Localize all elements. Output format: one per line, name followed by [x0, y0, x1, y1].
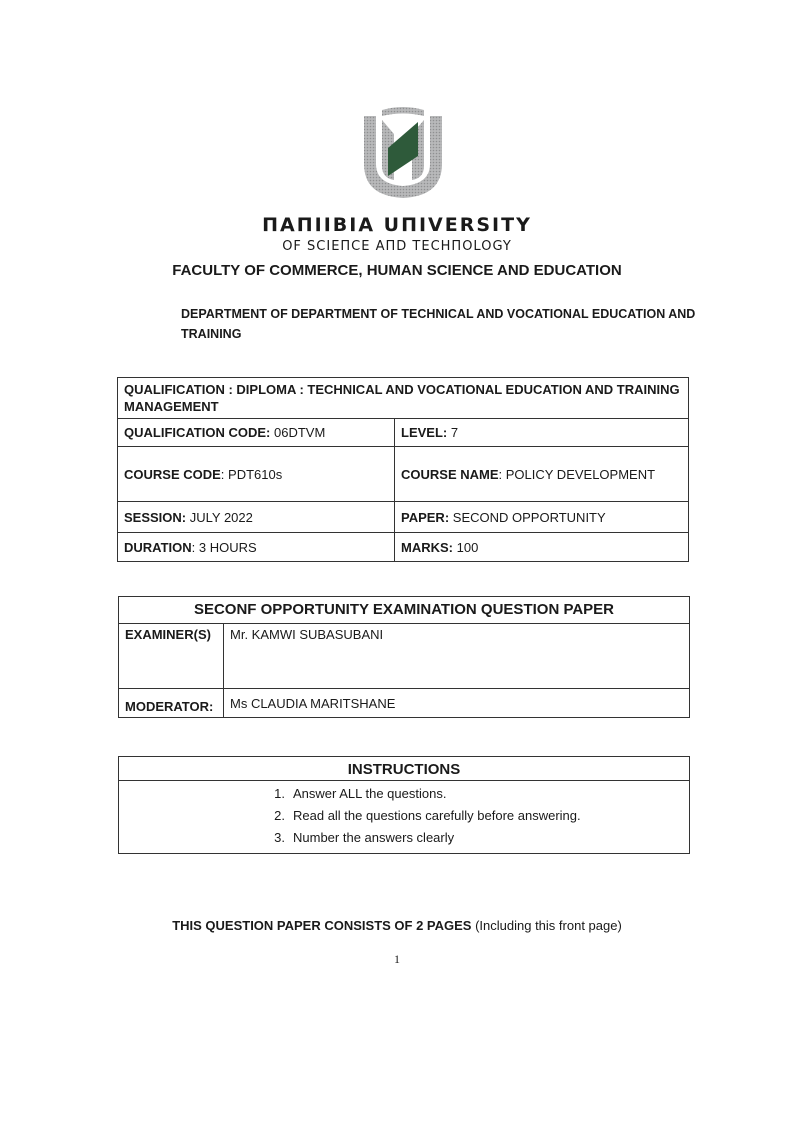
- instructions-title: INSTRUCTIONS: [119, 757, 690, 781]
- page-count-bold: THIS QUESTION PAPER CONSISTS OF 2 PAGES: [172, 918, 472, 933]
- duration-value: : 3 HOURS: [191, 539, 257, 555]
- university-name: ΠΑΠΙΙΒΙΑ UΠΙVERSITY: [262, 214, 532, 236]
- session-label: SESSION:: [124, 509, 187, 525]
- exam-paper-title: SECONF OPPORTUNITY EXAMINATION QUESTION PAPER: [119, 597, 690, 624]
- course-code-value: : PDT610s: [220, 466, 283, 482]
- level-label: LEVEL:: [401, 425, 448, 440]
- examiner-label: EXAMINER(S): [119, 624, 224, 689]
- instruction-text: Read all the questions carefully before answering.: [293, 808, 581, 823]
- instructions-list: [119, 781, 690, 854]
- qualification-cell: QUALIFICATION : DIPLOMA : TECHNICAL AND VOCATIONAL EDUCATION AND TRAINING MANAGEMENT: [118, 378, 689, 419]
- examiner-value: Mr. KAMWI SUBASUBANI: [224, 624, 690, 689]
- marks-cell: [395, 533, 689, 562]
- qualification-code-cell: [118, 419, 395, 447]
- page-count-normal: (Including this front page): [471, 918, 622, 933]
- university-logo: [360, 104, 446, 200]
- faculty-title: FACULTY OF COMMERCE, HUMAN SCIENCE AND EDUCATION: [172, 262, 622, 279]
- course-name-value: : POLICY DEVELOPMENT: [498, 466, 656, 482]
- instructions-table: [118, 756, 690, 854]
- paper-cell: [395, 502, 689, 533]
- instruction-number: 2.: [274, 808, 285, 823]
- moderator-label: MODERATOR:: [119, 689, 224, 718]
- duration-cell: [118, 533, 395, 562]
- marks-value: 100: [456, 539, 479, 555]
- course-code-label: COURSE CODE: [124, 466, 221, 482]
- instruction-text: Answer ALL the questions.: [293, 786, 447, 801]
- page-number: 1: [394, 952, 400, 966]
- instruction-number: 1.: [274, 786, 285, 801]
- moderator-value: Ms CLAUDIA MARITSHANE: [224, 689, 690, 718]
- qualification-code-value: 06DTVM: [273, 425, 326, 440]
- paper-value: SECOND OPPORTUNITY: [452, 509, 606, 525]
- examiner-table: [118, 596, 690, 718]
- course-info-table: [117, 377, 689, 562]
- duration-label: DURATION: [124, 539, 192, 555]
- session-cell: [118, 502, 395, 533]
- level-cell: [395, 419, 689, 447]
- department-title: DEPARTMENT OF DEPARTMENT OF TECHNICAL AND VOCATIONAL EDUCATION AND TRAINING: [181, 307, 696, 341]
- course-code-cell: [118, 447, 395, 502]
- page-count-note: [0, 918, 794, 933]
- instruction-number: 3.: [274, 830, 285, 845]
- level-value: 7: [450, 425, 459, 440]
- instruction-item: [119, 827, 683, 849]
- marks-label: MARKS:: [401, 539, 453, 555]
- instruction-item: [119, 805, 683, 827]
- session-value: JULY 2022: [189, 509, 253, 525]
- instruction-item: [119, 783, 683, 805]
- course-name-label: COURSE NAME: [401, 466, 499, 482]
- qualification-code-label: QUALIFICATION CODE:: [124, 425, 271, 440]
- course-name-cell: [395, 447, 689, 502]
- instruction-text: Number the answers clearly: [293, 830, 455, 845]
- university-subtitle: OF SCIEΠCE ΑΠD TECHΠOLOGY: [282, 239, 512, 254]
- paper-label: PAPER:: [401, 509, 450, 525]
